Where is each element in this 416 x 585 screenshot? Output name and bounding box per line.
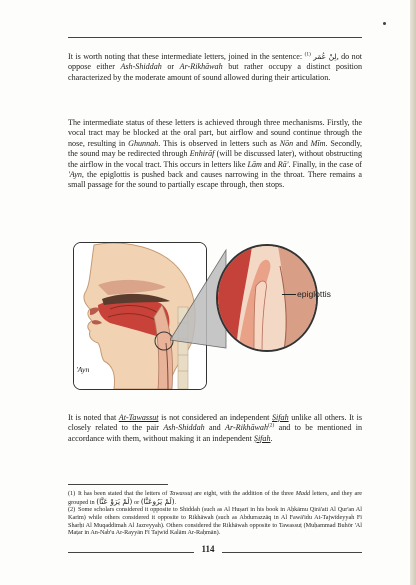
- arabic-phrase: لِنْ عُمَر: [313, 52, 337, 61]
- footnote-1: (1) It has been stated that the letters of Tawassuṭ are eight, with the addition of the three Madd letters, and they are grouped in (لَمْ يَرَوْ عَنَّا) or (لَمْ يَرُوعَنَّا).: [68, 490, 362, 506]
- footnote-rule: [68, 484, 168, 485]
- footnote-2: (2) Some scholars considered it opposite to Shiddah (such as Al Huṣarī in his book in Aḥkāmu Qirā'ati Al Qur'an Al Karīm) while others considered it opposite to Rikhāwah (such as Abdurrazzāq in Al Fawā'idu At-Tajwīdeyyah Fī Sharḥi Al Muqaddimah Al Jazreyyah). Others considered the Rikhāwah opposite to Tawassuṭ (Muḥammad Buhōr 'Al Maṭar in An-Nab'u Ar-Rayyān Fī Tajwīd Kalām Ar-Raḥmān).: [68, 506, 362, 537]
- epiglottis-callout: epiglottis: [282, 289, 331, 299]
- header-rule: [68, 37, 362, 38]
- page-number: 114: [194, 544, 222, 554]
- page-mark: [383, 22, 386, 25]
- page-edge: [410, 0, 416, 585]
- footnote-ref-1[interactable]: (1): [304, 51, 311, 58]
- paragraph-1: It is worth noting that these intermediate letters, joined in the sentence: $^{(1)}$ لِنْ عُمَر, do not oppose either Ash-Shiddah or Ar-Rikhāwah but rather occupy a distinct position characterized by the moderate amount of sound allowed during their articulation.: [68, 51, 363, 82]
- footnote-ref-2[interactable]: (2): [268, 422, 275, 429]
- figure-label: 'Ayn: [76, 365, 90, 374]
- paragraph-2: The intermediate status of these letters is achieved through three mechanisms. Firstly, the vocal tract may be blocked at the oral part, but airflow and sound continue through the nose, resulting in Ghunnah. This is observed in letters such as Nōn and Mīm. Secondly, the sound may be redirected through Enhirāf (will be discussed later), without obstructing the airflow in the vocal tract. This occurs in letters like Lām and Rā'. Finally, in the case of 'Ayn, the epiglottis is pushed back and causes narrowing in the throat. There remains a small passage for the sound to partially escape through, then stops.: [68, 118, 362, 190]
- paragraph-3: It is noted that At-Tawassuṭ is not considered an independent Ṣifah unlike all others. It is closely related to the pair Ash-Shiddah and Ar-Rikhāwah$^{(2)}$ and to be mentioned in accordance with them, without making it an independent Ṣifah.: [68, 413, 362, 443]
